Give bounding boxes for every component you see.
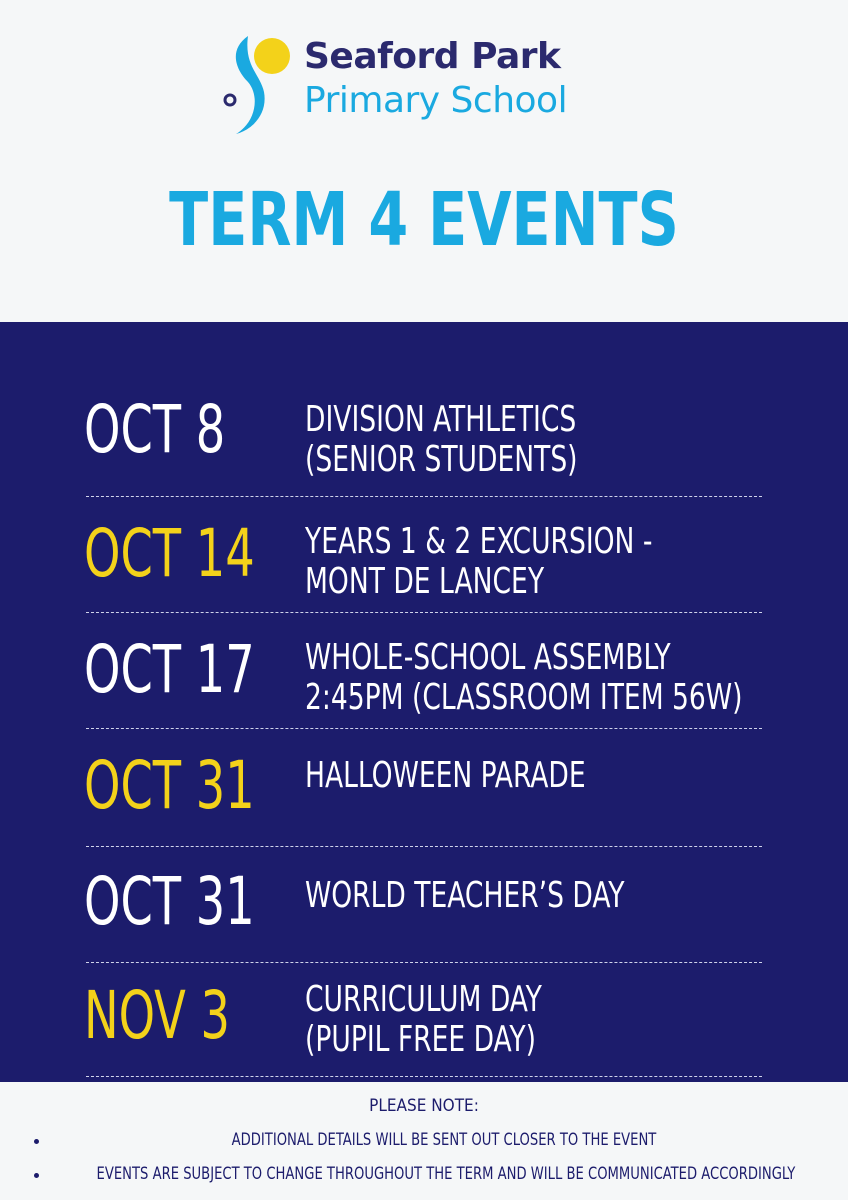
row-divider <box>86 612 762 613</box>
event-description-line2: 2:45PM (CLASSROOM ITEM 56W) <box>305 677 743 718</box>
note-item <box>0 1164 848 1188</box>
event-description <box>305 756 586 796</box>
school-logo <box>218 30 638 140</box>
event-description <box>305 980 542 1060</box>
event-date: OCT 31 <box>84 863 255 940</box>
note-item <box>0 1130 848 1154</box>
row-divider <box>86 1076 762 1077</box>
row-divider <box>86 496 762 497</box>
bullet-icon <box>34 1173 39 1178</box>
event-description <box>305 876 624 916</box>
event-description-line2: (SENIOR STUDENTS) <box>305 439 578 480</box>
row-divider <box>86 846 762 847</box>
poster-header <box>0 0 848 322</box>
row-divider <box>86 962 762 963</box>
event-description <box>305 638 742 718</box>
event-description <box>305 522 652 602</box>
event-description-line1: DIVISION ATHLETICS <box>305 399 577 440</box>
school-name-line2: Primary School <box>304 80 568 121</box>
event-description-line1: HALLOWEEN PARADE <box>305 755 586 796</box>
event-date: OCT 8 <box>84 391 226 468</box>
row-divider <box>86 728 762 729</box>
event-description-line2: MONT DE LANCEY <box>305 561 545 602</box>
page-title: TERM 4 EVENTS <box>169 177 679 263</box>
event-description-line1: YEARS 1 & 2 EXCURSION - <box>305 521 653 562</box>
event-date: OCT 14 <box>84 515 255 592</box>
notes-heading: PLEASE NOTE: <box>369 1096 479 1116</box>
note-text: ADDITIONAL DETAILS WILL BE SENT OUT CLOSER TO THE EVENT <box>231 1130 657 1150</box>
event-description-line1: CURRICULUM DAY <box>305 979 542 1020</box>
bullet-icon <box>34 1139 39 1144</box>
event-date: NOV 3 <box>84 977 231 1054</box>
event-description <box>305 400 578 480</box>
event-date: OCT 17 <box>84 631 255 708</box>
event-date: OCT 31 <box>84 747 255 824</box>
school-name-line1: Seaford Park <box>304 36 561 77</box>
event-description-line1: WHOLE-SCHOOL ASSEMBLY <box>305 637 671 678</box>
note-text: EVENTS ARE SUBJECT TO CHANGE THROUGHOUT THE TERM AND WILL BE COMMUNICATED ACCORDINGLY <box>96 1164 796 1184</box>
notes-footer <box>0 1082 848 1200</box>
event-description-line2: (PUPIL FREE DAY) <box>305 1019 536 1060</box>
event-description-line1: WORLD TEACHER’S DAY <box>305 875 625 916</box>
events-panel <box>0 322 848 1082</box>
school-logo-icon <box>218 30 298 140</box>
